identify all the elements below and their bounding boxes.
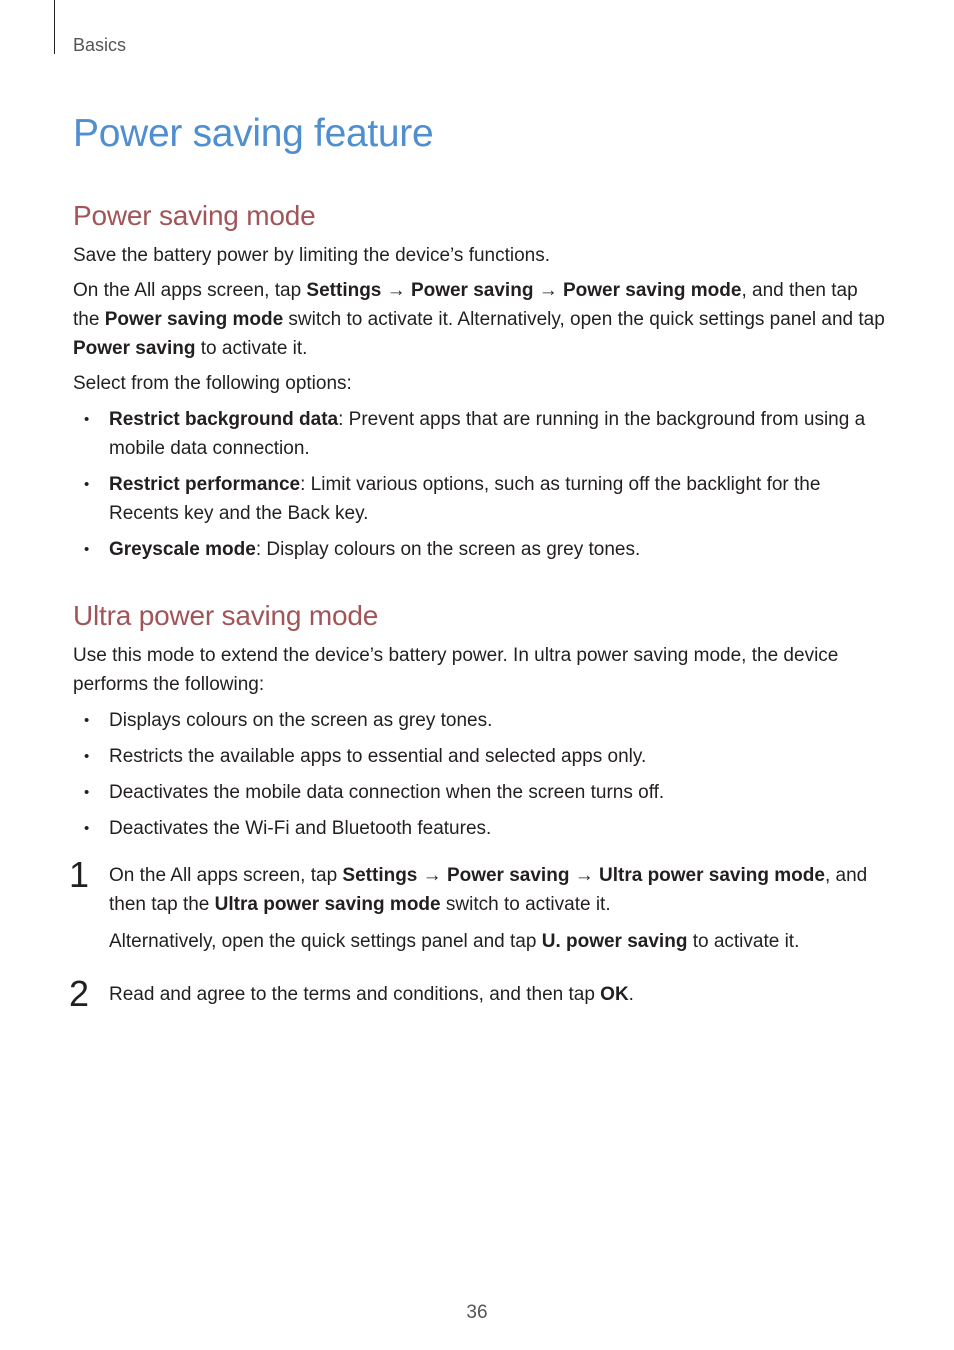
step-number: 2	[69, 973, 90, 1014]
ultra-power-saving-mode-heading: Ultra power saving mode	[73, 600, 379, 631]
power-saving-term: Power saving	[410, 280, 534, 301]
bullet-icon: •	[84, 748, 90, 765]
page-number: 36	[466, 1302, 488, 1323]
power-saving-mode-heading: Power saving mode	[73, 200, 316, 231]
page-title: Power saving feature	[73, 112, 434, 155]
power-saving-quick-term: Power saving	[73, 338, 196, 359]
list-item: • Displays colours on the screen as grey tones.	[73, 706, 885, 735]
power-saving-mode-switch-term: Power saving mode	[104, 309, 284, 330]
bullet-icon: •	[84, 476, 90, 493]
step-2	[69, 973, 885, 1014]
ultra-power-saving-features-list	[73, 706, 885, 843]
bullet-icon: •	[84, 541, 90, 558]
step-1	[69, 854, 885, 956]
select-options-text: Select from the following options:	[73, 373, 352, 394]
steps-list	[69, 854, 885, 1014]
step-1-alternative-text: Alternatively, open the quick settings panel and tap U. power saving to activate it.	[109, 931, 800, 952]
step-number: 1	[69, 854, 90, 895]
step-1-text: On the All apps screen, tap Settings → Power saving → Ultra power saving mode, and then tap the Ultra power saving mode switch to activate it.	[109, 865, 868, 915]
step-2-text: Read and agree to the terms and conditions, and then tap OK.	[109, 984, 634, 1005]
list-item: • Deactivates the mobile data connection when the screen turns off.	[73, 778, 885, 807]
header-divider	[54, 0, 55, 54]
section-label: Basics	[73, 35, 127, 55]
bullet-icon: •	[84, 712, 90, 729]
power-saving-intro: Save the battery power by limiting the device’s functions.	[73, 245, 551, 266]
list-item: • Restrict performance: Limit various options, such as turning off the backlight for the Recents key and the Back key.	[73, 470, 885, 528]
list-item: • Greyscale mode: Display colours on the screen as grey tones.	[73, 535, 885, 564]
power-saving-options-list	[73, 405, 885, 564]
list-item: • Restricts the available apps to essential and selected apps only.	[73, 742, 885, 771]
list-item: • Restrict background data: Prevent apps that are running in the background from using a mobile data connection.	[73, 405, 885, 463]
bullet-icon: •	[84, 411, 90, 428]
bullet-icon: •	[84, 784, 90, 801]
page-content	[69, 108, 885, 1033]
ultra-power-saving-intro: Use this mode to extend the device’s battery power. In ultra power saving mode, the device performs the following:	[73, 645, 839, 695]
power-saving-instructions: On the All apps screen, tap Settings → Power saving → Power saving mode, and then tap the Power saving mode switch to activate it. Alternatively, open the quick settings panel and tap Power saving to activate it.	[73, 280, 885, 359]
settings-term: Settings	[306, 280, 382, 301]
power-saving-mode-term: Power saving mode	[563, 280, 742, 301]
list-item: • Deactivates the Wi-Fi and Bluetooth features.	[73, 814, 885, 843]
bullet-icon: •	[84, 820, 90, 837]
